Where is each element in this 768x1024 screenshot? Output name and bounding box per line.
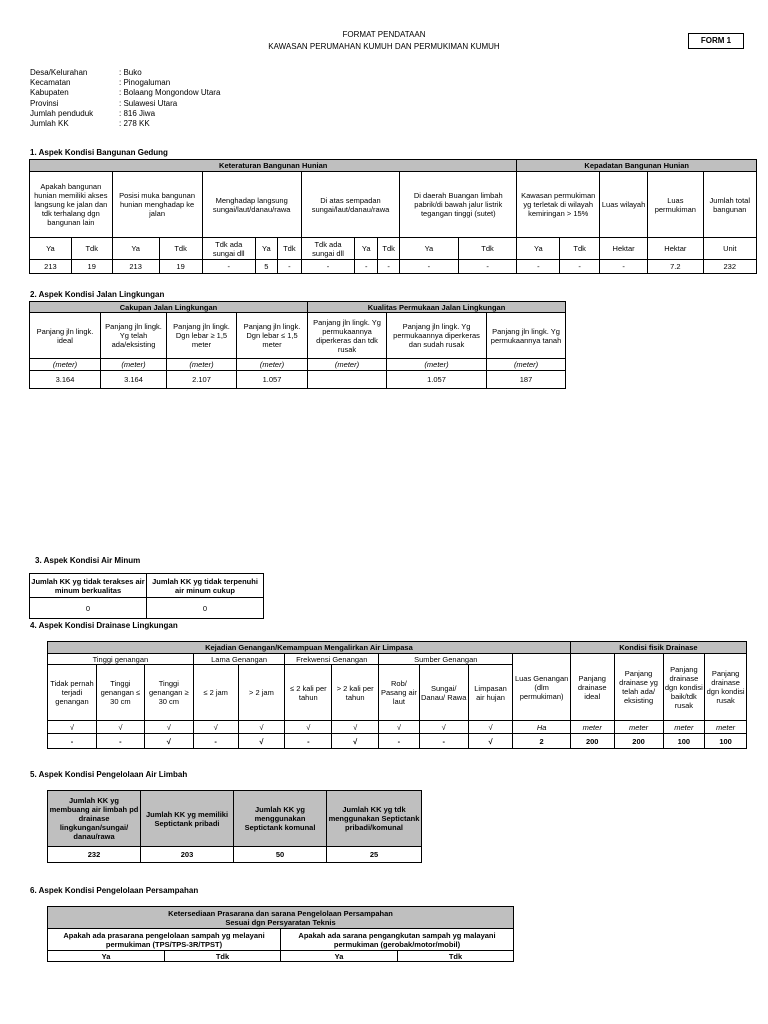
column-header: Jumlah KK yg tdk menggunakan Septictank pribadi/komunal — [327, 791, 422, 847]
unit-cell: (meter) — [101, 359, 167, 371]
column-header: Tinggi genangan ≤ 30 cm — [96, 665, 144, 721]
drainage-condition-table — [47, 641, 747, 749]
sub-header: Ya — [30, 238, 72, 260]
table-cell: 232 — [703, 260, 756, 274]
column-header: ≤ 2 jam — [193, 665, 238, 721]
sub-header: Ya — [355, 238, 378, 260]
info-row — [30, 78, 220, 88]
table-cell: - — [301, 260, 354, 274]
table-cell: 213 — [112, 260, 159, 274]
sub-header: Ya — [281, 951, 398, 962]
section-1-title: 1. Aspek Kondisi Bangunan Gedung — [30, 148, 168, 157]
group-header: Kepadatan Bangunan Hunian — [517, 160, 757, 172]
table-cell: 7.2 — [648, 260, 703, 274]
table-cell: - — [193, 734, 238, 749]
column-header: Panjang jln lingk. Yg permukaannya tanah — [487, 313, 566, 359]
sub-header: Unit — [703, 238, 756, 260]
sub-header: Ya — [400, 238, 459, 260]
column-header: Panjang drainase ideal — [570, 654, 614, 721]
sub-header: Tdk ada sungai dll — [301, 238, 354, 260]
info-value: : 278 KK — [119, 119, 150, 129]
unit-cell: (meter) — [30, 359, 101, 371]
table-cell: 3.164 — [30, 371, 101, 389]
unit-cell: Ha — [513, 721, 570, 734]
water-condition-table — [29, 573, 264, 619]
subgroup-header: Sumber Genangan — [379, 654, 513, 665]
unit-cell: (meter) — [237, 359, 308, 371]
column-header: Tidak pernah terjadi genangan — [48, 665, 97, 721]
section-6-title: 6. Aspek Kondisi Pengelolaan Persampahan — [30, 886, 199, 895]
unit-cell: meter — [663, 721, 705, 734]
info-label: Kabupaten — [30, 88, 69, 98]
column-header: Menghadap langsung sungai/laut/danau/rawa — [202, 172, 301, 238]
info-label: Desa/Kelurahan — [30, 68, 88, 77]
unit-cell: √ — [144, 721, 193, 734]
info-value: : Buko — [119, 68, 142, 77]
sub-header: Tdk — [165, 951, 281, 962]
form-number-box: FORM 1 — [688, 33, 744, 49]
unit-cell: (meter) — [387, 359, 487, 371]
unit-cell: meter — [570, 721, 614, 734]
column-header: Di atas sempadan sungai/laut/danau/rawa — [301, 172, 399, 238]
info-label: Jumlah penduduk — [30, 108, 94, 118]
column-header: Di daerah Buangan limbah pabrik/di bawah jalur listrik tegangan tinggi (sutet) — [400, 172, 517, 238]
unit-cell: (meter) — [167, 359, 237, 371]
table-cell: 19 — [159, 260, 202, 274]
sub-header: Ya — [48, 951, 165, 962]
column-header: Panjang drainase dgn kondisi rusak — [705, 654, 747, 721]
column-header: Luas permukiman — [648, 172, 703, 238]
table-cell — [308, 371, 387, 389]
table-cell: - — [379, 734, 420, 749]
column-header: Sungai/ Danau/ Rawa — [419, 665, 468, 721]
column-header: Apakah ada prasarana pengelolaan sampah yg melayani permukiman (TPS/TPS-3R/TPST) — [48, 929, 281, 951]
unit-cell: √ — [468, 721, 513, 734]
group-header: Keteraturan Bangunan Hunian — [30, 160, 517, 172]
column-header: Jumlah total bangunan — [703, 172, 756, 238]
table-cell: - — [96, 734, 144, 749]
column-header: Jumlah KK yg membuang air limbah pd drainase lingkungan/sungai/ danau/rawa — [48, 791, 141, 847]
unit-cell: √ — [285, 721, 332, 734]
info-row — [30, 119, 220, 129]
table-cell: 213 — [30, 260, 72, 274]
waste-management-table — [47, 906, 514, 962]
sub-header: Tdk — [277, 238, 301, 260]
table-cell: √ — [332, 734, 379, 749]
table-cell: - — [560, 260, 600, 274]
subgroup-header: Tinggi genangan — [48, 654, 194, 665]
table-cell: - — [202, 260, 255, 274]
sub-header: Ya — [255, 238, 277, 260]
group-header-line: Sesuai dgn Persyaratan Teknis — [225, 917, 336, 927]
group-header: Kualitas Permukaan Jalan Lingkungan — [308, 302, 566, 313]
column-header: Limpasan air hujan — [468, 665, 513, 721]
table-cell: - — [48, 734, 97, 749]
section-2-title: 2. Aspek Kondisi Jalan Lingkungan — [30, 290, 165, 299]
column-header: Panjang jln lingk. Yg telah ada/eksisting — [101, 313, 167, 359]
road-condition-table — [29, 301, 566, 389]
sub-header: Hektar — [600, 238, 648, 260]
subgroup-header: Frekwensi Genangan — [285, 654, 379, 665]
group-header: Cakupan Jalan Lingkungan — [30, 302, 308, 313]
unit-cell: √ — [238, 721, 285, 734]
table-cell: 1.057 — [237, 371, 308, 389]
column-header: Jumlah KK yg tidak terakses air minum berkualitas — [30, 574, 147, 598]
sub-header: Tdk — [560, 238, 600, 260]
sub-header: Tdk — [378, 238, 400, 260]
info-row — [30, 99, 220, 109]
column-header: Tinggi genangan ≥ 30 cm — [144, 665, 193, 721]
column-header: > 2 kali per tahun — [332, 665, 379, 721]
sub-header: Tdk — [159, 238, 202, 260]
info-row — [30, 68, 220, 78]
sub-header: Hektar — [648, 238, 703, 260]
column-header: Jumlah KK yg tidak terpenuhi air minum cukup — [147, 574, 264, 598]
table-cell: 100 — [705, 734, 747, 749]
sub-header: Tdk — [71, 238, 112, 260]
table-cell: - — [419, 734, 468, 749]
table-cell: √ — [238, 734, 285, 749]
table-cell: - — [277, 260, 301, 274]
unit-cell: √ — [48, 721, 97, 734]
column-header: ≤ 2 kali per tahun — [285, 665, 332, 721]
table-cell: √ — [468, 734, 513, 749]
table-cell: 2 — [513, 734, 570, 749]
unit-cell: √ — [96, 721, 144, 734]
info-label: Kecamatan — [30, 78, 71, 88]
group-header — [48, 907, 514, 929]
sub-header: Tdk — [398, 951, 514, 962]
table-cell: - — [378, 260, 400, 274]
table-cell: 203 — [141, 847, 234, 863]
unit-cell: √ — [332, 721, 379, 734]
table-cell: 5 — [255, 260, 277, 274]
table-cell: 1.057 — [387, 371, 487, 389]
table-cell: 19 — [71, 260, 112, 274]
column-header: Rob/ Pasang air laut — [379, 665, 420, 721]
section-3-title: 3. Aspek Kondisi Air Minum — [35, 556, 141, 565]
info-value: : Sulawesi Utara — [119, 98, 178, 108]
column-header: Panjang jln lingk. ideal — [30, 313, 101, 359]
table-cell: 3.164 — [101, 371, 167, 389]
table-cell: 50 — [234, 847, 327, 863]
building-condition-table — [29, 159, 757, 274]
table-cell: √ — [144, 734, 193, 749]
column-header: Panjang drainase dgn kondisi baik/tdk rusak — [663, 654, 705, 721]
table-cell: - — [285, 734, 332, 749]
table-cell: - — [400, 260, 459, 274]
column-header: Apakah bangunan hunian memiliki akses langsung ke jalan dan tdk terhalang dgn bangunan lain — [30, 172, 113, 238]
sub-header: Ya — [517, 238, 560, 260]
table-cell: 187 — [487, 371, 566, 389]
form-subtitle: KAWASAN PERUMAHAN KUMUH DAN PERMUKIMAN KUMUH — [268, 42, 500, 51]
section-5-title: 5. Aspek Kondisi Pengelolaan Air Limbah — [30, 770, 188, 779]
column-header: Panjang jln lingk. Yg permukaannya diperkeras dan sudah rusak — [387, 313, 487, 359]
table-cell: - — [600, 260, 648, 274]
unit-cell: √ — [379, 721, 420, 734]
column-header: Panjang jln lingk. Dgn lebar ≥ 1,5 meter — [167, 313, 237, 359]
column-header: Jumlah KK yg menggunakan Septictank komunal — [234, 791, 327, 847]
table-cell: 200 — [570, 734, 614, 749]
column-header: Luas wilayah — [600, 172, 648, 238]
table-cell: 200 — [614, 734, 663, 749]
table-cell: - — [517, 260, 560, 274]
unit-cell: meter — [614, 721, 663, 734]
column-header: Kawasan permukiman yg terletak di wilayah kemiringan > 15% — [517, 172, 600, 238]
sub-header: Ya — [112, 238, 159, 260]
table-cell: 0 — [30, 598, 147, 619]
column-header: Luas Genangan (dlm permukiman) — [513, 654, 570, 721]
unit-cell: (meter) — [487, 359, 566, 371]
unit-cell: meter — [705, 721, 747, 734]
info-row — [30, 109, 220, 119]
info-value: : 816 Jiwa — [119, 108, 156, 118]
table-cell: - — [458, 260, 517, 274]
column-header: Panjang drainase yg telah ada/ eksisting — [614, 654, 663, 721]
unit-cell: √ — [193, 721, 238, 734]
info-label: Provinsi — [30, 98, 59, 108]
table-cell: 232 — [48, 847, 141, 863]
form-title: FORMAT PENDATAAN — [342, 30, 426, 39]
column-header: Apakah ada sarana pengangkutan sampah yg malayani permukiman (gerobak/motor/mobil) — [281, 929, 514, 951]
unit-cell: √ — [419, 721, 468, 734]
wastewater-table — [47, 790, 422, 863]
info-value: : Bolaang Mongondow Utara — [119, 88, 221, 98]
table-cell: 2.107 — [167, 371, 237, 389]
sub-header: Tdk ada sungai dll — [202, 238, 255, 260]
info-row — [30, 88, 220, 98]
column-header: Posisi muka bangunan hunian menghadap ke jalan — [112, 172, 202, 238]
column-header: Jumlah KK yg memiliki Septictank pribadi — [141, 791, 234, 847]
subgroup-header: Lama Genangan — [193, 654, 285, 665]
table-cell: 100 — [663, 734, 705, 749]
sub-header: Tdk — [458, 238, 517, 260]
column-header: Panjang jln lingk. Yg permukaannya diperkeras dan tdk rusak — [308, 313, 387, 359]
section-4-title: 4. Aspek Kondisi Drainase Lingkungan — [30, 621, 178, 630]
table-cell: 25 — [327, 847, 422, 863]
group-header: Kejadian Genangan/Kemampuan Mengalirkan Air Limpasa — [48, 642, 571, 654]
table-cell: 0 — [147, 598, 264, 619]
column-header: Panjang jln lingk. Dgn lebar ≤ 1,5 meter — [237, 313, 308, 359]
location-info — [30, 68, 220, 129]
info-label: Jumlah KK — [30, 119, 69, 129]
group-header-line: Ketersediaan Prasarana dan sarana Pengelolaan Persampahan — [168, 908, 393, 918]
table-cell: - — [355, 260, 378, 274]
column-header: > 2 jam — [238, 665, 285, 721]
group-header: Kondisi fisik Drainase — [570, 642, 746, 654]
info-value: : Pinogaluman — [119, 78, 171, 88]
unit-cell: (meter) — [308, 359, 387, 371]
